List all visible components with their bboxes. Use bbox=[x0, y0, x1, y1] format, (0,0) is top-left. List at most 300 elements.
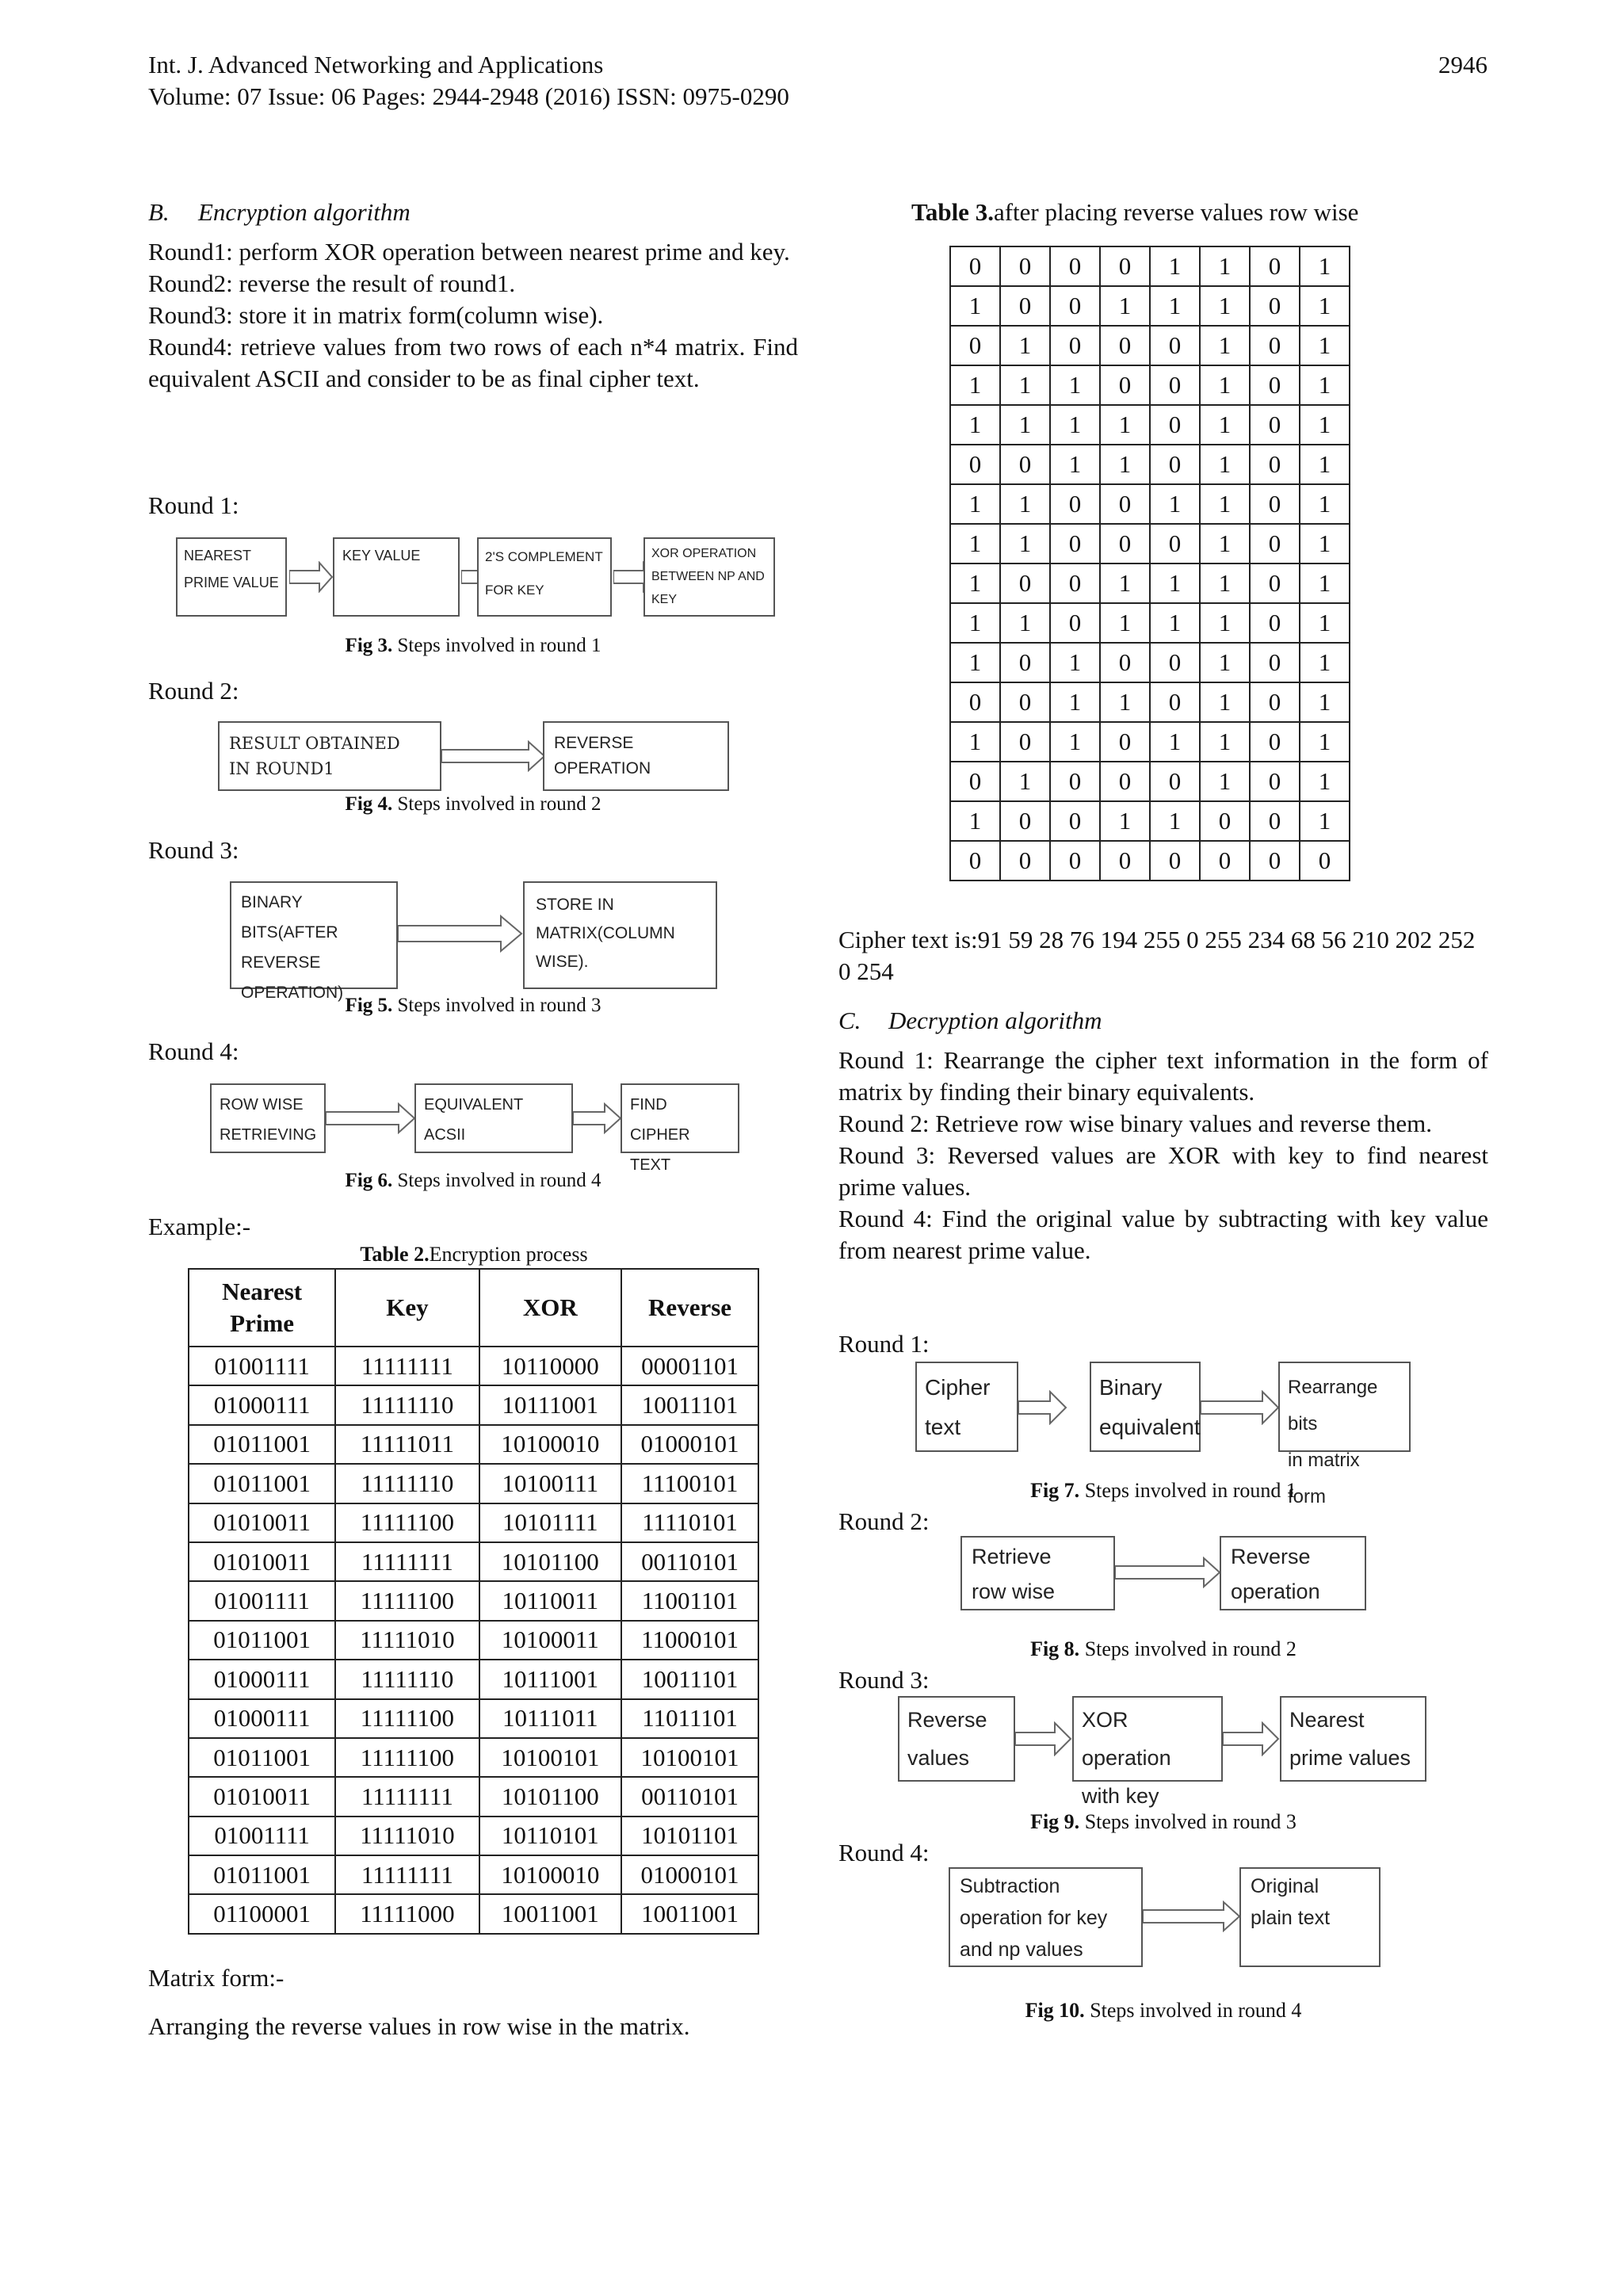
matrix-cell: 0 bbox=[1000, 801, 1050, 841]
matrix-cell: 0 bbox=[1200, 841, 1250, 881]
table-row bbox=[189, 1464, 758, 1503]
matrix-cell: 1 bbox=[1200, 286, 1250, 326]
table-cell: 11000101 bbox=[621, 1621, 758, 1660]
enc-round-2-label: Round 2: bbox=[148, 677, 239, 705]
flow-box: 2'S COMPLEMENT FOR KEY bbox=[477, 537, 612, 617]
arrow-icon bbox=[289, 561, 334, 593]
journal-volume: Volume: 07 Issue: 06 Pages: 2944-2948 (2016) ISSN: 0975-0290 bbox=[148, 82, 789, 110]
matrix-cell: 0 bbox=[1300, 841, 1350, 881]
matrix-cell: 0 bbox=[1100, 841, 1150, 881]
fig7-caption: Fig 7. Steps involved in round 1 bbox=[1030, 1479, 1296, 1502]
matrix-cell: 1 bbox=[1000, 365, 1050, 405]
matrix-cell: 0 bbox=[1050, 326, 1100, 365]
matrix-cell: 1 bbox=[1300, 484, 1350, 524]
table-row bbox=[189, 1621, 758, 1660]
matrix-cell: 0 bbox=[1250, 563, 1300, 603]
encryption-process-table bbox=[188, 1268, 759, 1935]
matrix-cell: 1 bbox=[1100, 682, 1150, 722]
matrix-cell: 1 bbox=[950, 365, 1000, 405]
table-cell: 00001101 bbox=[621, 1347, 758, 1385]
table-cell: 10100010 bbox=[479, 1425, 622, 1464]
table-cell: 01000101 bbox=[621, 1425, 758, 1464]
fig9-flowchart bbox=[898, 1696, 1426, 1808]
table-cell: 11100101 bbox=[621, 1464, 758, 1503]
table-cell: 11111110 bbox=[335, 1464, 479, 1503]
matrix-cell: 1 bbox=[1200, 643, 1250, 682]
decryption-step: Round 2: Retrieve row wise binary values and reverse them. bbox=[838, 1110, 1432, 1137]
table-row bbox=[189, 1542, 758, 1581]
arrow-icon bbox=[1143, 1901, 1241, 1932]
matrix-cell: 1 bbox=[1150, 563, 1200, 603]
matrix-cell: 1 bbox=[1100, 563, 1150, 603]
decryption-step: Round 1: Rearrange the cipher text information in the form of matrix by finding their binary equivalents. bbox=[838, 1046, 1488, 1106]
matrix-cell: 1 bbox=[1300, 524, 1350, 563]
matrix-cell: 0 bbox=[1250, 365, 1300, 405]
table-cell: 11111100 bbox=[335, 1699, 479, 1738]
table-cell: 10100101 bbox=[621, 1738, 758, 1777]
matrix-cell: 0 bbox=[1200, 801, 1250, 841]
matrix-cell: 0 bbox=[1250, 326, 1300, 365]
matrix-cell: 0 bbox=[1100, 722, 1150, 762]
fig3-caption: Fig 3. Steps involved in round 1 bbox=[345, 635, 601, 656]
table-cell: 10101101 bbox=[621, 1817, 758, 1855]
matrix-form-label: Matrix form:- bbox=[148, 1964, 285, 1992]
table-cell: 10101100 bbox=[479, 1542, 622, 1581]
table-cell: 01011001 bbox=[189, 1738, 335, 1777]
arrow-icon bbox=[573, 1102, 622, 1134]
flow-box: Rearrange bits in matrix form bbox=[1278, 1362, 1411, 1452]
table-cell: 11111000 bbox=[335, 1894, 479, 1933]
flow-box: KEY VALUE bbox=[333, 537, 460, 617]
table-cell: 10011001 bbox=[621, 1894, 758, 1933]
enc-round-3-label: Round 3: bbox=[148, 836, 239, 864]
matrix-row bbox=[950, 643, 1350, 682]
matrix-cell: 1 bbox=[1200, 326, 1250, 365]
page-number: 2946 bbox=[1438, 51, 1487, 78]
matrix-cell: 1 bbox=[1000, 405, 1050, 445]
flow-box: XOR OPERATION BETWEEN NP AND KEY bbox=[643, 537, 775, 617]
matrix-cell: 1 bbox=[1050, 405, 1100, 445]
table-cell: 11111111 bbox=[335, 1542, 479, 1581]
decryption-section-title bbox=[838, 1005, 1102, 1037]
fig4-flowchart bbox=[218, 721, 729, 793]
table-cell: 00110101 bbox=[621, 1777, 758, 1816]
encryption-step: Round4: retrieve values from two rows of each n*4 matrix. Find equivalent ASCII and consider to be as final cipher text. bbox=[148, 333, 798, 392]
table-cell: 10100011 bbox=[479, 1621, 622, 1660]
arrow-icon bbox=[441, 740, 546, 772]
table-cell: 01011001 bbox=[189, 1855, 335, 1894]
reverse-values-matrix bbox=[949, 246, 1350, 881]
fig5-flowchart bbox=[230, 881, 717, 1002]
table-row bbox=[189, 1817, 758, 1855]
matrix-cell: 1 bbox=[1000, 762, 1050, 801]
matrix-row bbox=[950, 722, 1350, 762]
table-cell: 11110101 bbox=[621, 1503, 758, 1542]
matrix-cell: 0 bbox=[1250, 643, 1300, 682]
matrix-cell: 1 bbox=[1300, 445, 1350, 484]
matrix-row bbox=[950, 841, 1350, 881]
matrix-cell: 1 bbox=[1200, 445, 1250, 484]
dec-round-2-label: Round 2: bbox=[838, 1507, 930, 1535]
matrix-cell: 1 bbox=[1200, 484, 1250, 524]
matrix-cell: 0 bbox=[1250, 445, 1300, 484]
decryption-step: Round 4: Find the original value by subtracting with key value from nearest prime value. bbox=[838, 1205, 1488, 1264]
enc-round-4-label: Round 4: bbox=[148, 1037, 239, 1065]
encryption-step: Round2: reverse the result of round1. bbox=[148, 269, 516, 297]
matrix-cell: 0 bbox=[1250, 762, 1300, 801]
flow-box: Cipher text bbox=[915, 1362, 1018, 1452]
table-cell: 11111111 bbox=[335, 1855, 479, 1894]
matrix-cell: 1 bbox=[1300, 563, 1350, 603]
table-cell: 11111110 bbox=[335, 1385, 479, 1424]
arrow-icon bbox=[1201, 1390, 1280, 1425]
arrow-icon bbox=[398, 915, 523, 953]
matrix-row bbox=[950, 326, 1350, 365]
matrix-cell: 1 bbox=[1200, 524, 1250, 563]
matrix-cell: 1 bbox=[1050, 365, 1100, 405]
dec-round-1-label: Round 1: bbox=[838, 1330, 930, 1358]
fig10-flowchart bbox=[949, 1867, 1381, 1969]
matrix-cell: 0 bbox=[1050, 762, 1100, 801]
arrow-icon bbox=[1223, 1721, 1280, 1756]
flow-box: RESULT OBTAINED IN ROUND1 bbox=[218, 721, 441, 791]
arrow-icon bbox=[1015, 1721, 1072, 1756]
table-cell: 10101100 bbox=[479, 1777, 622, 1816]
matrix-cell: 1 bbox=[1150, 801, 1200, 841]
matrix-cell: 1 bbox=[1000, 484, 1050, 524]
matrix-row bbox=[950, 563, 1350, 603]
matrix-cell: 0 bbox=[1250, 722, 1300, 762]
matrix-cell: 0 bbox=[1150, 682, 1200, 722]
flow-box: Reverse operation bbox=[1220, 1536, 1366, 1610]
flow-box: EQUIVALENT ACSII bbox=[414, 1083, 573, 1153]
matrix-cell: 1 bbox=[950, 286, 1000, 326]
table-cell: 10100101 bbox=[479, 1738, 622, 1777]
matrix-cell: 1 bbox=[1200, 603, 1250, 643]
table-cell: 01001111 bbox=[189, 1581, 335, 1620]
section-title: Encryption algorithm bbox=[198, 198, 411, 226]
matrix-cell: 0 bbox=[1000, 643, 1050, 682]
matrix-cell: 1 bbox=[950, 801, 1000, 841]
table3-body bbox=[950, 246, 1350, 881]
matrix-cell: 0 bbox=[1150, 405, 1200, 445]
table-cell: 11111100 bbox=[335, 1738, 479, 1777]
matrix-row bbox=[950, 445, 1350, 484]
matrix-cell: 0 bbox=[1100, 246, 1150, 286]
table-row bbox=[189, 1738, 758, 1777]
encryption-section-title bbox=[148, 197, 798, 228]
flow-box: BINARY BITS(AFTER REVERSE OPERATION) bbox=[230, 881, 398, 989]
arrow-icon bbox=[1018, 1390, 1067, 1425]
matrix-cell: 1 bbox=[950, 563, 1000, 603]
table-row bbox=[189, 1385, 758, 1424]
table-cell: 01011001 bbox=[189, 1621, 335, 1660]
matrix-cell: 0 bbox=[1250, 603, 1300, 643]
matrix-form-text: Arranging the reverse values in row wise in the matrix. bbox=[148, 2012, 690, 2040]
matrix-cell: 0 bbox=[1100, 643, 1150, 682]
matrix-cell: 0 bbox=[1100, 762, 1150, 801]
table-cell: 01010011 bbox=[189, 1542, 335, 1581]
matrix-cell: 0 bbox=[1050, 801, 1100, 841]
matrix-cell: 1 bbox=[1300, 365, 1350, 405]
matrix-cell: 0 bbox=[1250, 841, 1300, 881]
fig5-caption: Fig 5. Steps involved in round 3 bbox=[345, 995, 601, 1016]
matrix-cell: 1 bbox=[950, 603, 1000, 643]
table-header: Key bbox=[335, 1269, 479, 1347]
table-row bbox=[189, 1660, 758, 1698]
matrix-cell: 1 bbox=[950, 722, 1000, 762]
matrix-cell: 1 bbox=[1300, 762, 1350, 801]
table-cell: 10110000 bbox=[479, 1347, 622, 1385]
table-cell: 01001111 bbox=[189, 1347, 335, 1385]
fig3-flowchart bbox=[176, 537, 775, 618]
decryption-step: Round 3: Reversed values are XOR with key to find nearest prime values. bbox=[838, 1141, 1488, 1201]
matrix-cell: 0 bbox=[1050, 603, 1100, 643]
matrix-cell: 0 bbox=[1250, 524, 1300, 563]
matrix-cell: 1 bbox=[1000, 603, 1050, 643]
encryption-step: Round1: perform XOR operation between nearest prime and key. bbox=[148, 238, 790, 266]
matrix-cell: 0 bbox=[1250, 801, 1300, 841]
table-row bbox=[189, 1425, 758, 1464]
matrix-row bbox=[950, 405, 1350, 445]
table-header: XOR bbox=[479, 1269, 622, 1347]
matrix-cell: 1 bbox=[1100, 445, 1150, 484]
matrix-cell: 0 bbox=[1150, 326, 1200, 365]
left-column bbox=[148, 197, 798, 395]
table-row bbox=[189, 1894, 758, 1933]
table2-caption: Table 2.Encryption process bbox=[360, 1243, 588, 1266]
flow-box: FIND CIPHER TEXT bbox=[621, 1083, 739, 1153]
matrix-cell: 1 bbox=[1300, 643, 1350, 682]
matrix-row bbox=[950, 762, 1350, 801]
flow-box: NEAREST PRIME VALUE bbox=[176, 537, 287, 617]
enc-round-1-label: Round 1: bbox=[148, 491, 239, 519]
fig10-caption: Fig 10. Steps involved in round 4 bbox=[1025, 1999, 1302, 2022]
table-cell: 11001101 bbox=[621, 1581, 758, 1620]
table-cell: 01000111 bbox=[189, 1699, 335, 1738]
table-cell: 10100111 bbox=[479, 1464, 622, 1503]
matrix-cell: 1 bbox=[1300, 682, 1350, 722]
matrix-cell: 1 bbox=[1100, 405, 1150, 445]
matrix-cell: 0 bbox=[1050, 286, 1100, 326]
flow-box: Nearest prime values bbox=[1280, 1696, 1426, 1782]
matrix-cell: 1 bbox=[1300, 603, 1350, 643]
matrix-cell: 1 bbox=[1200, 722, 1250, 762]
matrix-cell: 0 bbox=[1000, 722, 1050, 762]
matrix-cell: 0 bbox=[1250, 246, 1300, 286]
matrix-cell: 1 bbox=[1000, 524, 1050, 563]
matrix-cell: 1 bbox=[1300, 722, 1350, 762]
table-cell: 01010011 bbox=[189, 1777, 335, 1816]
matrix-cell: 1 bbox=[1150, 484, 1200, 524]
matrix-cell: 0 bbox=[1050, 563, 1100, 603]
table2-body bbox=[189, 1347, 758, 1934]
matrix-row bbox=[950, 603, 1350, 643]
matrix-cell: 0 bbox=[1000, 563, 1050, 603]
table-cell: 11111100 bbox=[335, 1503, 479, 1542]
table-cell: 01001111 bbox=[189, 1817, 335, 1855]
matrix-cell: 0 bbox=[1150, 841, 1200, 881]
matrix-cell: 1 bbox=[1300, 286, 1350, 326]
matrix-cell: 0 bbox=[1250, 682, 1300, 722]
fig8-flowchart bbox=[960, 1536, 1366, 1612]
table-cell: 01000101 bbox=[621, 1855, 758, 1894]
table-cell: 10100010 bbox=[479, 1855, 622, 1894]
matrix-cell: 1 bbox=[1000, 326, 1050, 365]
matrix-cell: 0 bbox=[1150, 762, 1200, 801]
matrix-cell: 0 bbox=[1250, 405, 1300, 445]
matrix-cell: 0 bbox=[1100, 524, 1150, 563]
matrix-cell: 0 bbox=[1150, 524, 1200, 563]
matrix-cell: 1 bbox=[1050, 682, 1100, 722]
arrow-icon bbox=[1115, 1557, 1221, 1588]
matrix-row bbox=[950, 682, 1350, 722]
table-cell: 10101111 bbox=[479, 1503, 622, 1542]
flow-box: Original plain text bbox=[1239, 1867, 1381, 1967]
matrix-cell: 1 bbox=[1200, 365, 1250, 405]
page-header bbox=[148, 49, 1487, 113]
matrix-cell: 0 bbox=[1150, 643, 1200, 682]
table-cell: 11011101 bbox=[621, 1699, 758, 1738]
table-cell: 01100001 bbox=[189, 1894, 335, 1933]
matrix-cell: 0 bbox=[1150, 445, 1200, 484]
matrix-cell: 1 bbox=[1200, 563, 1250, 603]
table-row bbox=[189, 1581, 758, 1620]
flow-box: Retrieve row wise bbox=[960, 1536, 1115, 1610]
matrix-cell: 0 bbox=[1000, 682, 1050, 722]
dec-round-3-label: Round 3: bbox=[838, 1666, 930, 1694]
table-cell: 10011101 bbox=[621, 1385, 758, 1424]
matrix-cell: 1 bbox=[1200, 405, 1250, 445]
matrix-cell: 1 bbox=[1050, 722, 1100, 762]
matrix-row bbox=[950, 484, 1350, 524]
section-number: C. bbox=[838, 1007, 861, 1034]
table-cell: 10110011 bbox=[479, 1581, 622, 1620]
dec-round-4-label: Round 4: bbox=[838, 1839, 930, 1866]
table-cell: 11111111 bbox=[335, 1347, 479, 1385]
table-cell: 11111110 bbox=[335, 1660, 479, 1698]
flow-box: Subtraction operation for key and np values bbox=[949, 1867, 1143, 1967]
table-row bbox=[189, 1347, 758, 1385]
matrix-cell: 0 bbox=[950, 445, 1000, 484]
fig8-caption: Fig 8. Steps involved in round 2 bbox=[1030, 1637, 1296, 1660]
matrix-cell: 1 bbox=[1200, 762, 1250, 801]
matrix-cell: 1 bbox=[1150, 286, 1200, 326]
flow-box: STORE IN MATRIX(COLUMN WISE). bbox=[523, 881, 717, 989]
fig6-flowchart bbox=[210, 1083, 739, 1174]
matrix-cell: 0 bbox=[950, 841, 1000, 881]
matrix-cell: 1 bbox=[1100, 603, 1150, 643]
table-cell: 10111001 bbox=[479, 1385, 622, 1424]
matrix-cell: 0 bbox=[1000, 445, 1050, 484]
matrix-cell: 0 bbox=[950, 762, 1000, 801]
table-cell: 10111001 bbox=[479, 1660, 622, 1698]
matrix-cell: 0 bbox=[1050, 246, 1100, 286]
matrix-cell: 0 bbox=[1100, 326, 1150, 365]
table-cell: 10011101 bbox=[621, 1660, 758, 1698]
table-cell: 00110101 bbox=[621, 1542, 758, 1581]
table-row bbox=[189, 1503, 758, 1542]
cipher-text: Cipher text is:91 59 28 76 194 255 0 255 234 68 56 210 202 252 0 254 bbox=[838, 926, 1476, 985]
table-cell: 10110101 bbox=[479, 1817, 622, 1855]
table-row bbox=[189, 1777, 758, 1816]
matrix-cell: 0 bbox=[1050, 841, 1100, 881]
matrix-cell: 1 bbox=[1200, 682, 1250, 722]
flow-box: ROW WISE RETRIEVING bbox=[210, 1083, 326, 1153]
matrix-cell: 0 bbox=[1000, 246, 1050, 286]
table-row bbox=[189, 1699, 758, 1738]
matrix-cell: 0 bbox=[1050, 484, 1100, 524]
matrix-cell: 0 bbox=[1000, 841, 1050, 881]
fig9-caption: Fig 9. Steps involved in round 3 bbox=[1030, 1810, 1296, 1833]
matrix-cell: 1 bbox=[1300, 326, 1350, 365]
table-cell: 01000111 bbox=[189, 1660, 335, 1698]
matrix-cell: 1 bbox=[1300, 801, 1350, 841]
matrix-cell: 0 bbox=[950, 682, 1000, 722]
fig4-caption: Fig 4. Steps involved in round 2 bbox=[345, 793, 601, 815]
matrix-cell: 0 bbox=[1050, 524, 1100, 563]
table-cell: 01011001 bbox=[189, 1425, 335, 1464]
matrix-cell: 0 bbox=[1000, 286, 1050, 326]
matrix-row bbox=[950, 365, 1350, 405]
matrix-cell: 1 bbox=[950, 484, 1000, 524]
table-row bbox=[189, 1855, 758, 1894]
matrix-cell: 1 bbox=[1050, 445, 1100, 484]
matrix-cell: 1 bbox=[1150, 246, 1200, 286]
matrix-row bbox=[950, 801, 1350, 841]
table3-caption: Table 3.after placing reverse values row wise bbox=[911, 198, 1359, 226]
table-cell: 01010011 bbox=[189, 1503, 335, 1542]
table-cell: 01000111 bbox=[189, 1385, 335, 1424]
table-cell: 11111010 bbox=[335, 1621, 479, 1660]
matrix-cell: 1 bbox=[1150, 722, 1200, 762]
matrix-cell: 0 bbox=[1250, 484, 1300, 524]
matrix-row bbox=[950, 246, 1350, 286]
table-cell: 11111010 bbox=[335, 1817, 479, 1855]
section-title: Decryption algorithm bbox=[888, 1007, 1102, 1034]
section-number: B. bbox=[148, 198, 170, 226]
matrix-cell: 0 bbox=[1100, 365, 1150, 405]
matrix-cell: 1 bbox=[1300, 246, 1350, 286]
matrix-cell: 1 bbox=[950, 405, 1000, 445]
flow-box: Binary equivalent bbox=[1090, 1362, 1201, 1452]
table-cell: 11111111 bbox=[335, 1777, 479, 1816]
table-header: Reverse bbox=[621, 1269, 758, 1347]
example-label: Example:- bbox=[148, 1213, 251, 1240]
matrix-row bbox=[950, 524, 1350, 563]
matrix-cell: 1 bbox=[1100, 286, 1150, 326]
flow-box: Reverse values bbox=[898, 1696, 1015, 1782]
matrix-cell: 1 bbox=[1100, 801, 1150, 841]
matrix-cell: 1 bbox=[1200, 246, 1250, 286]
matrix-cell: 0 bbox=[1150, 365, 1200, 405]
matrix-cell: 1 bbox=[1150, 603, 1200, 643]
matrix-cell: 0 bbox=[1100, 484, 1150, 524]
matrix-cell: 0 bbox=[950, 246, 1000, 286]
encryption-step: Round3: store it in matrix form(column wise). bbox=[148, 301, 604, 329]
arrow-icon bbox=[326, 1102, 416, 1134]
table-cell: 11111100 bbox=[335, 1581, 479, 1620]
decryption-steps bbox=[838, 1045, 1488, 1266]
journal-title: Int. J. Advanced Networking and Applications bbox=[148, 51, 604, 78]
matrix-cell: 1 bbox=[1300, 405, 1350, 445]
matrix-cell: 1 bbox=[1050, 643, 1100, 682]
matrix-cell: 0 bbox=[1250, 286, 1300, 326]
table-cell: 10011001 bbox=[479, 1894, 622, 1933]
flow-box: REVERSE OPERATION bbox=[543, 721, 729, 791]
table-cell: 01011001 bbox=[189, 1464, 335, 1503]
table-cell: 10111011 bbox=[479, 1699, 622, 1738]
